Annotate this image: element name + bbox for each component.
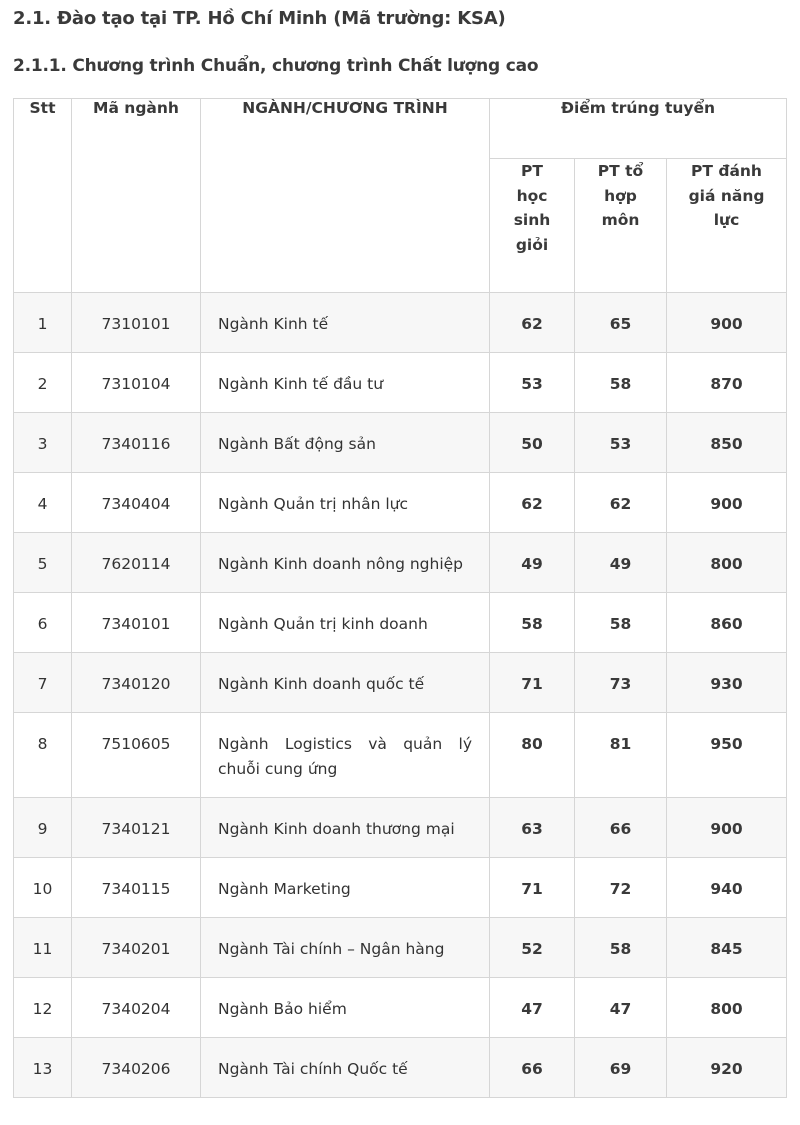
row-score-thm: 62 — [575, 473, 667, 533]
table-row — [14, 918, 787, 978]
row-score-hsg: 49 — [490, 533, 575, 593]
row-program-name: Ngành Tài chính – Ngân hàng — [201, 918, 490, 978]
row-program-name: Ngành Bất động sản — [201, 413, 490, 473]
row-code: 7310101 — [72, 293, 201, 353]
row-stt: 5 — [14, 533, 72, 593]
row-stt: 12 — [14, 978, 72, 1038]
table-row — [14, 533, 787, 593]
table-row — [14, 653, 787, 713]
row-code: 7510605 — [72, 713, 201, 798]
row-code: 7340101 — [72, 593, 201, 653]
row-score-thm: 72 — [575, 858, 667, 918]
row-stt: 8 — [14, 713, 72, 798]
row-score-thm: 47 — [575, 978, 667, 1038]
row-program-name: Ngành Kinh tế đầu tư — [201, 353, 490, 413]
row-score-hsg: 47 — [490, 978, 575, 1038]
row-score-dgnl: 845 — [667, 918, 787, 978]
row-code: 7340206 — [72, 1038, 201, 1098]
subsection-heading: 2.1.1. Chương trình Chuẩn, chương trình Chất lượng cao — [13, 56, 539, 76]
row-code: 7340204 — [72, 978, 201, 1038]
row-stt: 7 — [14, 653, 72, 713]
row-score-dgnl: 860 — [667, 593, 787, 653]
table-row — [14, 713, 787, 798]
table-row — [14, 353, 787, 413]
row-score-thm: 65 — [575, 293, 667, 353]
row-score-dgnl: 930 — [667, 653, 787, 713]
row-stt: 6 — [14, 593, 72, 653]
table-row — [14, 473, 787, 533]
row-program-name: Ngành Kinh doanh quốc tế — [201, 653, 490, 713]
row-score-thm: 73 — [575, 653, 667, 713]
row-score-hsg: 53 — [490, 353, 575, 413]
row-score-dgnl: 900 — [667, 473, 787, 533]
row-code: 7620114 — [72, 533, 201, 593]
row-program-name: Ngành Kinh doanh thương mại — [201, 798, 490, 858]
row-stt: 13 — [14, 1038, 72, 1098]
row-score-hsg: 71 — [490, 653, 575, 713]
row-program-name: Ngành Kinh tế — [201, 293, 490, 353]
row-score-dgnl: 940 — [667, 858, 787, 918]
row-program-name: Ngành Bảo hiểm — [201, 978, 490, 1038]
table-row — [14, 978, 787, 1038]
row-stt: 10 — [14, 858, 72, 918]
table-row — [14, 413, 787, 473]
row-stt: 1 — [14, 293, 72, 353]
row-score-hsg: 62 — [490, 293, 575, 353]
header-stt: Stt — [14, 99, 72, 293]
row-code: 7310104 — [72, 353, 201, 413]
row-score-thm: 53 — [575, 413, 667, 473]
row-stt: 3 — [14, 413, 72, 473]
row-code: 7340201 — [72, 918, 201, 978]
table-row — [14, 798, 787, 858]
table-header — [14, 99, 787, 293]
row-score-dgnl: 800 — [667, 978, 787, 1038]
header-program: NGÀNH/CHƯƠNG TRÌNH — [201, 99, 490, 293]
header-pt-thm: PT tổ hợp môn — [575, 159, 667, 293]
row-code: 7340115 — [72, 858, 201, 918]
header-code: Mã ngành — [72, 99, 201, 293]
row-score-thm: 49 — [575, 533, 667, 593]
row-score-dgnl: 800 — [667, 533, 787, 593]
admission-scores-table — [13, 98, 787, 1098]
row-code: 7340116 — [72, 413, 201, 473]
row-score-thm: 58 — [575, 353, 667, 413]
row-score-dgnl: 870 — [667, 353, 787, 413]
row-score-hsg: 62 — [490, 473, 575, 533]
table-row — [14, 593, 787, 653]
row-score-thm: 69 — [575, 1038, 667, 1098]
table-row — [14, 858, 787, 918]
row-score-hsg: 58 — [490, 593, 575, 653]
section-heading: 2.1. Đào tạo tại TP. Hồ Chí Minh (Mã trường: KSA) — [13, 8, 506, 29]
row-score-hsg: 63 — [490, 798, 575, 858]
row-stt: 2 — [14, 353, 72, 413]
table-body — [14, 293, 787, 1098]
row-program-name: Ngành Tài chính Quốc tế — [201, 1038, 490, 1098]
row-score-hsg: 66 — [490, 1038, 575, 1098]
row-code: 7340120 — [72, 653, 201, 713]
row-score-thm: 66 — [575, 798, 667, 858]
header-row-top — [14, 99, 787, 159]
row-score-dgnl: 850 — [667, 413, 787, 473]
row-stt: 9 — [14, 798, 72, 858]
row-score-thm: 81 — [575, 713, 667, 798]
row-code: 7340121 — [72, 798, 201, 858]
row-score-dgnl: 950 — [667, 713, 787, 798]
row-score-dgnl: 900 — [667, 798, 787, 858]
header-pt-dgnl: PT đánh giá năng lực — [667, 159, 787, 293]
row-score-hsg: 52 — [490, 918, 575, 978]
row-program-name: Ngành Marketing — [201, 858, 490, 918]
row-score-dgnl: 920 — [667, 1038, 787, 1098]
row-score-dgnl: 900 — [667, 293, 787, 353]
table-row — [14, 1038, 787, 1098]
row-score-thm: 58 — [575, 593, 667, 653]
row-stt: 11 — [14, 918, 72, 978]
row-score-thm: 58 — [575, 918, 667, 978]
header-pt-hsg: PT học sinh giỏi — [490, 159, 575, 293]
row-score-hsg: 71 — [490, 858, 575, 918]
row-program-name: Ngành Quản trị kinh doanh — [201, 593, 490, 653]
row-code: 7340404 — [72, 473, 201, 533]
row-program-name: Ngành Kinh doanh nông nghiệp — [201, 533, 490, 593]
row-score-hsg: 50 — [490, 413, 575, 473]
row-stt: 4 — [14, 473, 72, 533]
row-program-name: Ngành Quản trị nhân lực — [201, 473, 490, 533]
row-program-name: Ngành Logistics và quản lý chuỗi cung ứng — [201, 713, 490, 798]
table-row — [14, 293, 787, 353]
row-score-hsg: 80 — [490, 713, 575, 798]
header-score-group: Điểm trúng tuyển — [490, 99, 787, 159]
